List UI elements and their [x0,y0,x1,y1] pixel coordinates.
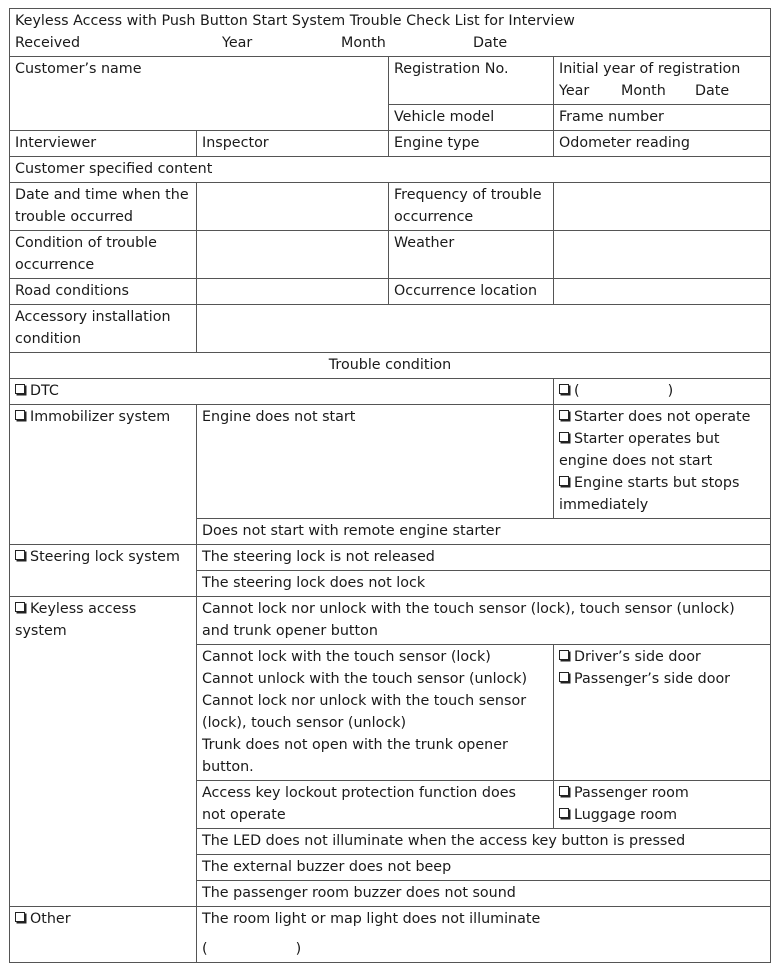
dtc-note-cell [554,379,771,405]
checkbox-icon[interactable] [15,384,25,394]
checkbox-icon[interactable] [559,650,569,660]
remote-starter-cell: Does not start with remote engine starter [197,519,771,545]
steering-cell [10,545,197,597]
checkbox-icon[interactable] [559,432,569,442]
keyless-label-1: Keyless access [30,601,137,617]
checkbox-icon[interactable] [15,550,25,560]
initial-year-label: Initial year of registration [559,61,741,77]
checkbox-icon[interactable] [559,786,569,796]
odometer-cell: Odometer reading [554,131,771,157]
customer-name-cell: Customer’s name [10,57,389,131]
lockout-label-1: Access key lockout protection function does [202,785,516,801]
weather-value-cell [554,231,771,279]
door-options-cell [554,645,771,781]
accessory-value-cell [197,305,771,353]
immobilizer-label: Immobilizer system [30,409,171,425]
inspector-cell: Inspector [197,131,389,157]
accessory-label-cell [10,305,197,353]
form-title: Keyless Access with Push Button Start System Trouble Check List for Interview [15,13,575,29]
received-month-label: Month [341,35,386,51]
checkbox-icon[interactable] [15,912,25,922]
customer-content-cell: Customer specified content [10,157,771,183]
initial-year-year-label: Year [559,83,590,99]
starter-not-operate-label: Starter does not operate [574,409,751,425]
received-line [15,32,765,54]
paren-open: ( [574,383,580,399]
keyless-label-2: system [15,623,67,639]
received-date-label: Date [473,35,508,51]
registration-no-cell: Registration No. [389,57,554,105]
paren-open: ( [202,941,208,957]
engine-not-start-cell: Engine does not start [197,405,554,519]
checkbox-icon[interactable] [15,602,25,612]
passenger-door-option [559,668,765,690]
room-options-cell [554,781,771,829]
condition-label-1: Condition of trouble [15,235,157,251]
checkbox-icon[interactable] [559,410,569,420]
checkbox-icon[interactable] [559,672,569,682]
luggage-room-option [559,804,765,826]
door-lock-issues-cell [197,645,554,781]
accessory-label-2: condition [15,331,82,347]
immobilizer-cell [10,405,197,545]
engine-stops-option [559,472,765,494]
date-time-label-2: trouble occurred [15,209,133,225]
location-value-cell [554,279,771,305]
road-conditions-label-cell: Road conditions [10,279,197,305]
accessory-label-1: Accessory installation [15,309,171,325]
location-label-cell: Occurrence location [389,279,554,305]
paren-close: ) [667,383,674,399]
lockout-cell [197,781,554,829]
received-label: Received [15,35,81,51]
cannot-both-label-1: Cannot lock nor unlock with the touch sensor (lock), touch sensor (unlock) [202,601,735,617]
starter-operates-option [559,428,765,450]
starter-not-operate-option [559,406,765,428]
header-cell [10,9,771,57]
frame-number-cell: Frame number [554,105,771,131]
frequency-label-1: Frequency of trouble [394,187,542,203]
engine-stops-label-1: Engine starts but stops [574,475,740,491]
keyless-label-line [15,598,191,620]
room-light-cell [197,907,771,963]
lockout-label-2: not operate [202,807,286,823]
trunk-label-1: Trunk does not open with the trunk opener [202,737,508,753]
led-cell: The LED does not illuminate when the access key button is pressed [197,829,771,855]
cannot-either-label-1: Cannot lock nor unlock with the touch sensor [202,693,527,709]
checkbox-icon[interactable] [559,808,569,818]
weather-label-cell: Weather [389,231,554,279]
frequency-value-cell [554,183,771,231]
received-year-label: Year [222,35,253,51]
room-light-label: The room light or map light does not illuminate [202,911,541,927]
trunk-label-2: button. [202,759,254,775]
other-label: Other [30,911,71,927]
date-time-label-cell [10,183,197,231]
trouble-condition-heading: Trouble condition [10,353,771,379]
steering-not-released-cell: The steering lock is not released [197,545,771,571]
condition-value-cell [197,231,389,279]
initial-year-date-line [559,80,765,102]
cannot-lock-label: Cannot lock with the touch sensor (lock) [202,649,491,665]
ext-buzzer-cell: The external buzzer does not beep [197,855,771,881]
driver-door-label: Driver’s side door [574,649,701,665]
keyless-cell [10,597,197,907]
steering-label: Steering lock system [30,549,180,565]
condition-label-2: occurrence [15,257,95,273]
starter-operates-label-2: engine does not start [559,453,713,469]
vehicle-model-cell: Vehicle model [389,105,554,131]
frequency-label-cell [389,183,554,231]
engine-stops-label-2: immediately [559,497,649,513]
passenger-room-option [559,782,765,804]
date-time-label-1: Date and time when the [15,187,189,203]
checkbox-icon[interactable] [15,410,25,420]
steering-not-lock-cell: The steering lock does not lock [197,571,771,597]
passenger-room-label: Passenger room [574,785,689,801]
initial-year-month-label: Month [621,83,666,99]
checkbox-icon[interactable] [559,384,569,394]
dtc-label: DTC [30,383,59,399]
other-cell [10,907,197,963]
engine-options-cell [554,405,771,519]
condition-label-cell [10,231,197,279]
passenger-door-label: Passenger’s side door [574,671,731,687]
room-buzzer-cell: The passenger room buzzer does not sound [197,881,771,907]
cannot-both-cell [197,597,771,645]
road-conditions-value-cell [197,279,389,305]
other-note-line [202,938,765,960]
starter-operates-label-1: Starter operates but [574,431,720,447]
trouble-check-list-table [9,8,771,963]
driver-door-option [559,646,765,668]
luggage-room-label: Luggage room [574,807,678,823]
engine-type-cell: Engine type [389,131,554,157]
dtc-cell [10,379,554,405]
date-time-value-cell [197,183,389,231]
initial-year-date-label: Date [695,83,730,99]
initial-year-cell [554,57,771,105]
cannot-unlock-label: Cannot unlock with the touch sensor (unlock) [202,671,528,687]
checkbox-icon[interactable] [559,476,569,486]
paren-close: ) [295,941,302,957]
cannot-either-label-2: (lock), touch sensor (unlock) [202,715,407,731]
frequency-label-2: occurrence [394,209,474,225]
cannot-both-label-2: and trunk opener button [202,623,378,639]
interviewer-cell: Interviewer [10,131,197,157]
